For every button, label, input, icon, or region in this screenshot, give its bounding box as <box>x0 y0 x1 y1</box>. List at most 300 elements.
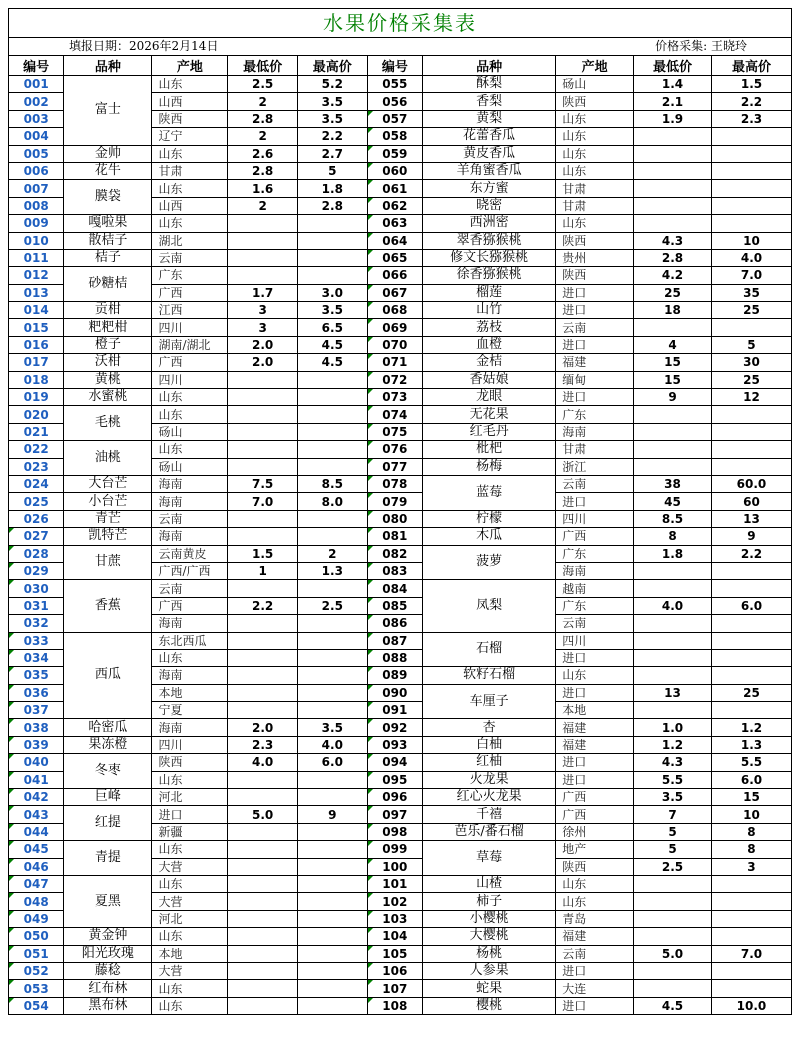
fruit-id: 070 <box>367 336 422 353</box>
max-price: 4.5 <box>297 354 367 371</box>
max-price: 1.3 <box>297 562 367 579</box>
fruit-variety: 黄金钟 <box>64 928 152 945</box>
max-price: 30 <box>711 354 791 371</box>
fruit-origin: 山东 <box>152 145 228 162</box>
max-price: 10 <box>711 232 791 249</box>
table-row <box>9 754 792 771</box>
fruit-origin: 本地 <box>556 702 634 719</box>
min-price <box>228 962 298 979</box>
fruit-variety: 龙眼 <box>422 389 555 406</box>
max-price: 3 <box>711 858 791 875</box>
fruit-variety: 徐香猕猴桃 <box>422 267 555 284</box>
fruit-variety: 血橙 <box>422 336 555 353</box>
max-price <box>711 702 791 719</box>
max-price: 60 <box>711 493 791 510</box>
fruit-id: 056 <box>367 93 422 110</box>
fruit-id: 024 <box>9 475 64 492</box>
max-price: 1.5 <box>711 76 791 93</box>
fruit-id: 084 <box>367 580 422 597</box>
table-row <box>9 962 792 979</box>
fruit-origin: 甘肃 <box>556 197 634 214</box>
min-price: 45 <box>634 493 712 510</box>
min-price <box>228 841 298 858</box>
info-row <box>8 37 792 55</box>
table-row <box>9 389 792 406</box>
max-price: 3.5 <box>297 93 367 110</box>
min-price: 2.8 <box>228 162 298 179</box>
fruit-variety: 草莓 <box>422 841 555 876</box>
max-price <box>297 823 367 840</box>
max-price: 2.3 <box>711 110 791 127</box>
fruit-origin: 山东 <box>152 649 228 666</box>
fruit-id: 030 <box>9 580 64 597</box>
header-variety: 品种 <box>64 56 152 76</box>
max-price <box>297 980 367 997</box>
fruit-id: 086 <box>367 615 422 632</box>
fruit-variety: 香姑娘 <box>422 371 555 388</box>
max-price <box>297 458 367 475</box>
max-price <box>711 649 791 666</box>
fruit-id: 103 <box>367 910 422 927</box>
min-price: 1.7 <box>228 284 298 301</box>
min-price: 2.2 <box>228 597 298 614</box>
min-price: 2 <box>228 128 298 145</box>
fruit-origin: 贵州 <box>556 249 634 266</box>
table-row <box>9 789 792 806</box>
min-price <box>634 875 712 892</box>
fruit-origin: 进口 <box>556 493 634 510</box>
fruit-id: 064 <box>367 232 422 249</box>
fruit-id: 068 <box>367 302 422 319</box>
max-price: 3.5 <box>297 719 367 736</box>
fruit-origin: 进口 <box>556 962 634 979</box>
min-price <box>228 667 298 684</box>
fruit-origin: 新疆 <box>152 823 228 840</box>
min-price: 2 <box>228 93 298 110</box>
fruit-id: 066 <box>367 267 422 284</box>
table-row <box>9 475 792 492</box>
min-price <box>228 875 298 892</box>
fruit-id: 067 <box>367 284 422 301</box>
min-price <box>228 997 298 1014</box>
max-price <box>297 910 367 927</box>
fruit-variety: 红毛丹 <box>422 423 555 440</box>
fruit-variety: 杏 <box>422 719 555 736</box>
fruit-id: 073 <box>367 389 422 406</box>
fruit-origin: 广西 <box>152 597 228 614</box>
max-price <box>711 875 791 892</box>
fruit-origin: 海南 <box>152 528 228 545</box>
fruit-origin: 进口 <box>556 997 634 1014</box>
header-variety-2: 品种 <box>422 56 555 76</box>
max-price <box>297 389 367 406</box>
fruit-origin: 云南 <box>556 319 634 336</box>
fruit-origin: 甘肃 <box>556 441 634 458</box>
fruit-variety: 香蕉 <box>64 580 152 632</box>
fruit-origin: 山东 <box>152 875 228 892</box>
fruit-id: 032 <box>9 615 64 632</box>
fruit-origin: 湖南/湖北 <box>152 336 228 353</box>
table-row <box>9 875 792 892</box>
fruit-variety: 晓密 <box>422 197 555 214</box>
fruit-id: 076 <box>367 441 422 458</box>
max-price <box>297 232 367 249</box>
fruit-origin: 四川 <box>152 736 228 753</box>
max-price <box>711 562 791 579</box>
fruit-id: 089 <box>367 667 422 684</box>
fruit-id: 055 <box>367 76 422 93</box>
max-price <box>711 580 791 597</box>
fruit-id: 057 <box>367 110 422 127</box>
fruit-id: 033 <box>9 632 64 649</box>
max-price <box>297 841 367 858</box>
min-price: 1.8 <box>634 545 712 562</box>
max-price: 25 <box>711 684 791 701</box>
fruit-variety: 哈密瓜 <box>64 719 152 736</box>
max-price: 5.5 <box>711 754 791 771</box>
fruit-variety: 千禧 <box>422 806 555 823</box>
min-price: 3 <box>228 302 298 319</box>
max-price: 9 <box>711 528 791 545</box>
fruit-id: 029 <box>9 562 64 579</box>
min-price <box>228 945 298 962</box>
fruit-origin: 福建 <box>556 736 634 753</box>
min-price: 38 <box>634 475 712 492</box>
fruit-origin: 砀山 <box>152 423 228 440</box>
max-price <box>297 893 367 910</box>
fruit-origin: 湖北 <box>152 232 228 249</box>
max-price <box>297 928 367 945</box>
fruit-variety: 黄皮香瓜 <box>422 145 555 162</box>
min-price: 2.5 <box>228 76 298 93</box>
header-id-2: 编号 <box>367 56 422 76</box>
min-price <box>634 458 712 475</box>
table-row <box>9 928 792 945</box>
min-price <box>634 962 712 979</box>
table-row <box>9 162 792 179</box>
fruit-id: 043 <box>9 806 64 823</box>
min-price <box>634 406 712 423</box>
max-price: 10.0 <box>711 997 791 1014</box>
max-price <box>297 875 367 892</box>
max-price: 6.5 <box>297 319 367 336</box>
table-row <box>9 806 792 823</box>
fruit-origin: 山东 <box>152 980 228 997</box>
min-price <box>634 928 712 945</box>
min-price: 1.4 <box>634 76 712 93</box>
max-price <box>297 406 367 423</box>
min-price <box>228 823 298 840</box>
fruit-id: 044 <box>9 823 64 840</box>
max-price: 5 <box>297 162 367 179</box>
fruit-id: 025 <box>9 493 64 510</box>
fruit-origin: 福建 <box>556 354 634 371</box>
fruit-id: 042 <box>9 789 64 806</box>
fruit-origin: 山西 <box>152 197 228 214</box>
min-price <box>228 441 298 458</box>
max-price <box>297 632 367 649</box>
fruit-origin: 广西 <box>556 528 634 545</box>
fruit-id: 009 <box>9 215 64 232</box>
fruit-origin: 宁夏 <box>152 702 228 719</box>
fruit-origin: 甘肃 <box>556 180 634 197</box>
fruit-origin: 山东 <box>152 215 228 232</box>
min-price <box>228 215 298 232</box>
max-price: 35 <box>711 284 791 301</box>
fruit-origin: 越南 <box>556 580 634 597</box>
fruit-origin: 山东 <box>152 76 228 93</box>
table-row <box>9 267 792 284</box>
fruit-variety: 金桔 <box>422 354 555 371</box>
fruit-origin: 云南黄皮 <box>152 545 228 562</box>
fruit-variety: 粑粑柑 <box>64 319 152 336</box>
collector: 价格采集: 王晓玲 <box>655 39 747 53</box>
fruit-origin: 山东 <box>152 180 228 197</box>
fruit-origin: 进口 <box>556 649 634 666</box>
fruit-origin: 陕西 <box>152 754 228 771</box>
fruit-origin: 山东 <box>152 928 228 945</box>
fruit-id: 095 <box>367 771 422 788</box>
min-price <box>228 632 298 649</box>
min-price <box>228 510 298 527</box>
sheet-title: 水果价格采集表 <box>8 8 792 37</box>
fruit-id: 104 <box>367 928 422 945</box>
fruit-id: 034 <box>9 649 64 666</box>
fruit-origin: 河北 <box>152 910 228 927</box>
min-price: 15 <box>634 371 712 388</box>
min-price <box>634 441 712 458</box>
price-sheet <box>8 8 792 1015</box>
table-row <box>9 76 792 93</box>
fruit-origin: 进口 <box>556 389 634 406</box>
fruit-origin: 进口 <box>556 302 634 319</box>
max-price <box>297 615 367 632</box>
min-price: 8 <box>634 528 712 545</box>
fruit-id: 092 <box>367 719 422 736</box>
fruit-id: 048 <box>9 893 64 910</box>
max-price: 2 <box>297 545 367 562</box>
max-price <box>711 615 791 632</box>
min-price: 15 <box>634 354 712 371</box>
max-price: 12 <box>711 389 791 406</box>
max-price <box>711 980 791 997</box>
fruit-variety: 贡柑 <box>64 302 152 319</box>
fruit-id: 050 <box>9 928 64 945</box>
min-price <box>228 858 298 875</box>
fruit-id: 082 <box>367 545 422 562</box>
fruit-id: 041 <box>9 771 64 788</box>
fruit-id: 019 <box>9 389 64 406</box>
fruit-origin: 山东 <box>152 389 228 406</box>
fruit-variety: 凤梨 <box>422 580 555 632</box>
table-row <box>9 632 792 649</box>
fruit-id: 083 <box>367 562 422 579</box>
fruit-id: 020 <box>9 406 64 423</box>
min-price: 4 <box>634 336 712 353</box>
min-price <box>634 615 712 632</box>
fruit-origin: 广西 <box>556 806 634 823</box>
min-price <box>228 232 298 249</box>
fruit-id: 006 <box>9 162 64 179</box>
fruit-id: 098 <box>367 823 422 840</box>
fruit-variety: 山竹 <box>422 302 555 319</box>
min-price: 1.2 <box>634 736 712 753</box>
fruit-origin: 山东 <box>152 841 228 858</box>
fruit-id: 096 <box>367 789 422 806</box>
min-price <box>228 458 298 475</box>
table-row <box>9 180 792 197</box>
fruit-variety: 花蕾香瓜 <box>422 128 555 145</box>
fruit-id: 088 <box>367 649 422 666</box>
fruit-id: 039 <box>9 736 64 753</box>
header-min-price: 最低价 <box>228 56 298 76</box>
fruit-origin: 云南 <box>152 249 228 266</box>
fruit-id: 065 <box>367 249 422 266</box>
min-price: 1.9 <box>634 110 712 127</box>
fruit-id: 061 <box>367 180 422 197</box>
max-price: 15 <box>711 789 791 806</box>
max-price: 3.5 <box>297 302 367 319</box>
max-price <box>297 267 367 284</box>
min-price <box>228 406 298 423</box>
fruit-id: 102 <box>367 893 422 910</box>
fruit-origin: 广西 <box>556 789 634 806</box>
fruit-origin: 东北西瓜 <box>152 632 228 649</box>
max-price <box>711 197 791 214</box>
fruit-variety: 毛桃 <box>64 406 152 441</box>
fruit-origin: 福建 <box>556 928 634 945</box>
min-price: 5 <box>634 841 712 858</box>
table-row <box>9 249 792 266</box>
fruit-id: 027 <box>9 528 64 545</box>
max-price <box>297 649 367 666</box>
fruit-id: 107 <box>367 980 422 997</box>
fruit-variety: 大台芒 <box>64 475 152 492</box>
fruit-variety: 散桔子 <box>64 232 152 249</box>
fruit-id: 010 <box>9 232 64 249</box>
fruit-id: 091 <box>367 702 422 719</box>
fruit-variety: 芭乐/番石榴 <box>422 823 555 840</box>
min-price: 2.0 <box>228 354 298 371</box>
fruit-origin: 广东 <box>556 545 634 562</box>
table-row <box>9 493 792 510</box>
fruit-origin: 云南 <box>152 510 228 527</box>
min-price: 7.5 <box>228 475 298 492</box>
max-price: 4.0 <box>711 249 791 266</box>
table-row <box>9 371 792 388</box>
max-price: 1.2 <box>711 719 791 736</box>
min-price <box>634 893 712 910</box>
fruit-origin: 山东 <box>556 667 634 684</box>
fruit-variety: 木瓜 <box>422 528 555 545</box>
fruit-origin: 广西/广西 <box>152 562 228 579</box>
table-row <box>9 528 792 545</box>
table-row <box>9 319 792 336</box>
min-price: 2.5 <box>634 858 712 875</box>
header-row <box>9 56 792 76</box>
max-price <box>297 580 367 597</box>
max-price: 2.2 <box>297 128 367 145</box>
max-price <box>711 319 791 336</box>
fruit-id: 097 <box>367 806 422 823</box>
fruit-variety: 大樱桃 <box>422 928 555 945</box>
min-price <box>634 667 712 684</box>
table-row <box>9 945 792 962</box>
fruit-variety: 砂糖桔 <box>64 267 152 302</box>
min-price: 1 <box>228 562 298 579</box>
fruit-id: 087 <box>367 632 422 649</box>
fruit-origin: 甘肃 <box>152 162 228 179</box>
fruit-origin: 广西 <box>152 284 228 301</box>
fruit-variety: 石榴 <box>422 632 555 667</box>
min-price: 5.0 <box>228 806 298 823</box>
min-price: 1.5 <box>228 545 298 562</box>
fruit-variety: 枇杷 <box>422 441 555 458</box>
fruit-id: 028 <box>9 545 64 562</box>
max-price <box>711 215 791 232</box>
max-price <box>297 371 367 388</box>
fruit-origin: 山东 <box>152 771 228 788</box>
fruit-id: 045 <box>9 841 64 858</box>
header-origin-2: 产地 <box>556 56 634 76</box>
fruit-origin: 山东 <box>556 162 634 179</box>
fruit-origin: 进口 <box>556 754 634 771</box>
fruit-origin: 河北 <box>152 789 228 806</box>
fruit-origin: 江西 <box>152 302 228 319</box>
fruit-variety: 荔枝 <box>422 319 555 336</box>
min-price: 4.0 <box>228 754 298 771</box>
fruit-variety: 山楂 <box>422 875 555 892</box>
fruit-id: 069 <box>367 319 422 336</box>
fruit-variety: 水蜜桃 <box>64 389 152 406</box>
max-price <box>711 180 791 197</box>
min-price: 1.6 <box>228 180 298 197</box>
min-price <box>634 649 712 666</box>
fruit-id: 035 <box>9 667 64 684</box>
fruit-origin: 云南 <box>152 580 228 597</box>
min-price: 2.3 <box>228 736 298 753</box>
table-row <box>9 406 792 423</box>
fruit-origin: 进口 <box>152 806 228 823</box>
min-price <box>228 267 298 284</box>
table-row <box>9 145 792 162</box>
max-price <box>297 789 367 806</box>
header-max-price-2: 最高价 <box>711 56 791 76</box>
fruit-id: 036 <box>9 684 64 701</box>
fruit-variety: 无花果 <box>422 406 555 423</box>
header-min-price-2: 最低价 <box>634 56 712 76</box>
fruit-origin: 广西 <box>152 354 228 371</box>
fruit-origin: 四川 <box>556 632 634 649</box>
min-price <box>634 145 712 162</box>
max-price: 9 <box>297 806 367 823</box>
fruit-origin: 进口 <box>556 336 634 353</box>
min-price <box>228 980 298 997</box>
min-price <box>228 528 298 545</box>
fruit-variety: 红提 <box>64 806 152 841</box>
min-price: 5.5 <box>634 771 712 788</box>
min-price <box>228 893 298 910</box>
fruit-id: 005 <box>9 145 64 162</box>
min-price <box>634 580 712 597</box>
fruit-id: 058 <box>367 128 422 145</box>
min-price <box>228 389 298 406</box>
fruit-origin: 海南 <box>152 615 228 632</box>
fruit-origin: 陕西 <box>556 232 634 249</box>
min-price <box>634 180 712 197</box>
fruit-id: 021 <box>9 423 64 440</box>
max-price <box>711 145 791 162</box>
